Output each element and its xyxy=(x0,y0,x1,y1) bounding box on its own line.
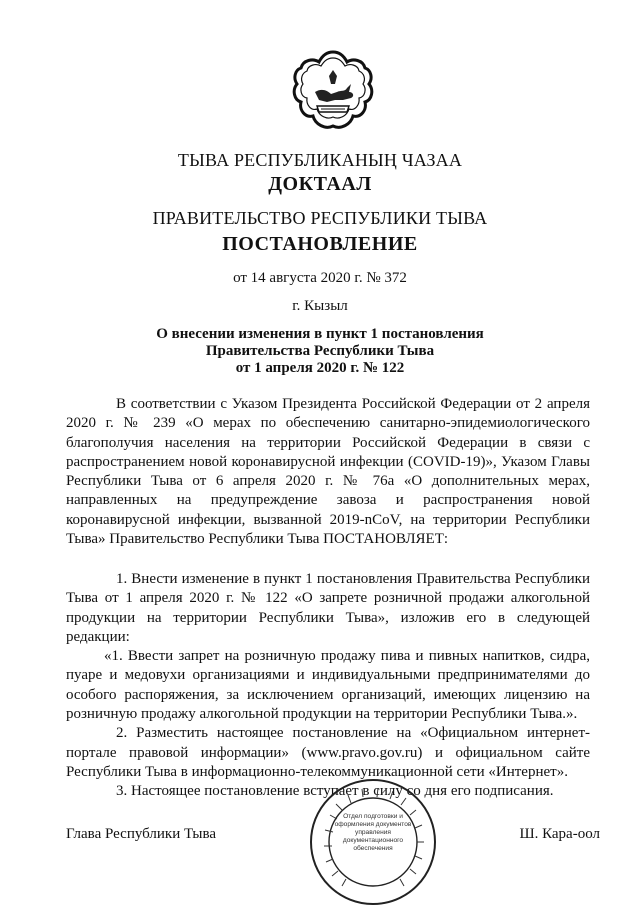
header-doctaal: ДОКТААЛ xyxy=(268,173,372,195)
signature-position: Глава Республики Тыва xyxy=(66,826,217,842)
preamble-paragraph: В соответствии с Указом Президента Российской Федерации от 2 апреля 2020 г. № 239 «О мерах по обеспечению санитарно-эпидемиологического благополучия населения на территории Российской Федерации в связи с распространением новой коронавирусной инфекции (COVID-19)», Указом Главы Республики Тыва от 6 апреля 2020 г. № 76а «О дополнительных мерах, направленных на предупреждение завоза и распространения новой коронавирусной инфекции, вызванной 2019-nCoV, на территории Республики Тыва» Правительство Республики Тыва ПОСТАНОВЛЯЕТ: xyxy=(66,396,590,548)
coat-of-arms-emblem xyxy=(291,48,375,136)
title-line-1: О внесении изменения в пункт 1 постановления xyxy=(156,326,484,342)
document-title xyxy=(0,326,640,377)
item-2: 2. Разместить настоящее постановление на «Официальном интернет-портале правовой информации» (www.pravo.gov.ru) и официальном сайте Республики Тыва в информационно-телекоммуникационной сети «Интернет». xyxy=(66,725,590,780)
header-government: ПРАВИТЕЛЬСТВО РЕСПУБЛИКИ ТЫВА xyxy=(152,208,488,228)
document-date-number: от 14 августа 2020 г. № 372 xyxy=(233,270,407,286)
item-1-quote: «1. Ввести запрет на розничную продажу пива и пивных напитков, сидра, пуаре и медовухи организациями и индивидуальными предпринимателями до особого распоряжения, за исключением организаций, имеющих лицензию на розничную продажу алкогольной продукции на территории Республики Тыва.». xyxy=(66,648,590,723)
item-1: 1. Внести изменение в пункт 1 постановления Правительства Республики Тыва от 1 апреля 2020 г. № 122 «О запрете розничной продажи алкогольной продукции на территории Республики Тыва», изложив его в следующей редакции: xyxy=(66,571,590,645)
preamble-block xyxy=(66,395,590,549)
resolution-items xyxy=(66,570,590,802)
document-city: г. Кызыл xyxy=(292,298,348,314)
title-line-3: от 1 апреля 2020 г. № 122 xyxy=(235,360,405,376)
signature-name: Ш. Кара-оол xyxy=(519,826,600,842)
header-postanovlenie: ПОСТАНОВЛЕНИЕ xyxy=(222,233,418,255)
title-line-2: Правительства Республики Тыва xyxy=(205,343,435,359)
stamp-inner-text: Отдел подготовки и оформления документов управления документационного обеспечения xyxy=(334,813,412,852)
header-line-tuvan: ТЫВА РЕСПУБЛИКАНЫҢ ЧАЗАА xyxy=(177,150,463,170)
item-3: 3. Настоящее постановление вступает в силу со дня его подписания. xyxy=(116,783,554,800)
